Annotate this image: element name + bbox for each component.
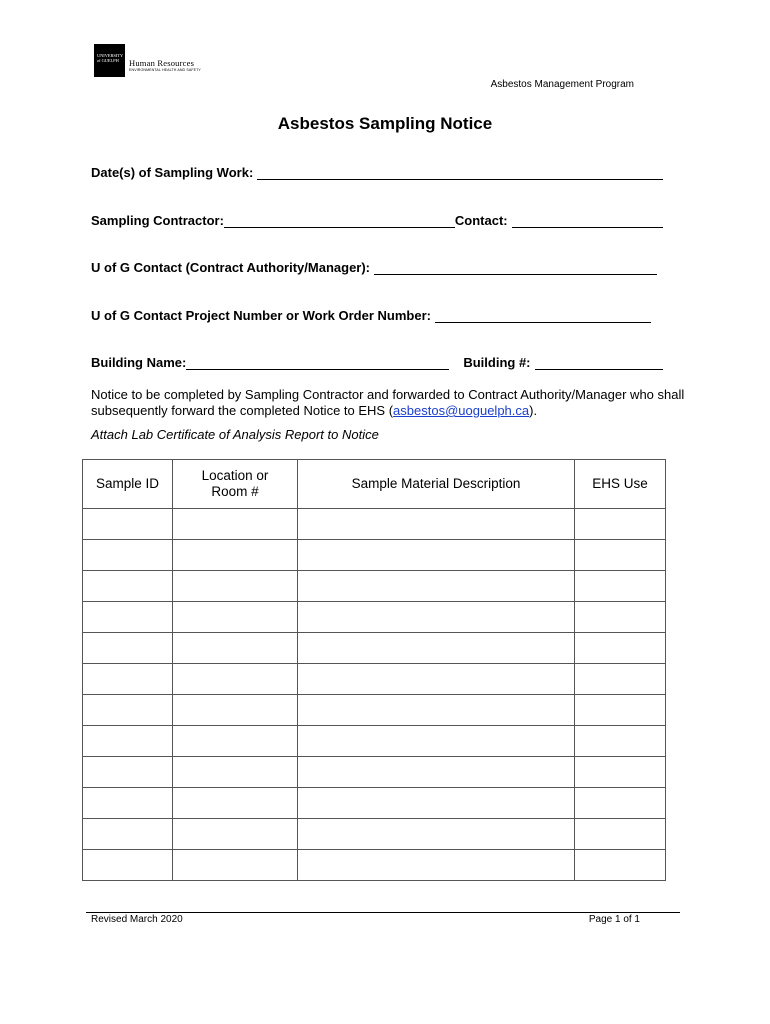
table-row xyxy=(83,757,666,788)
page-number: Page 1 of 1 xyxy=(588,914,640,925)
header-ehs-use: EHS Use xyxy=(575,460,666,509)
table-cell[interactable] xyxy=(298,850,575,881)
uog-contact-blank[interactable] xyxy=(374,261,657,275)
table-cell[interactable] xyxy=(83,571,173,602)
table-cell[interactable] xyxy=(298,540,575,571)
table-cell[interactable] xyxy=(173,726,298,757)
header-description: Sample Material Description xyxy=(298,460,575,509)
logo-subtitle: ENVIRONMENTAL HEALTH AND SAFETY xyxy=(129,68,201,72)
uog-contact-label: U of G Contact (Contract Authority/Manager): xyxy=(91,260,371,275)
table-cell[interactable] xyxy=(83,633,173,664)
table-cell[interactable] xyxy=(83,788,173,819)
table-cell[interactable] xyxy=(298,633,575,664)
table-cell[interactable] xyxy=(173,602,298,633)
table-row xyxy=(83,602,666,633)
table-cell[interactable] xyxy=(298,509,575,540)
table-cell[interactable] xyxy=(298,664,575,695)
contractor-label: Sampling Contractor: xyxy=(91,213,224,228)
dates-blank[interactable] xyxy=(257,166,663,180)
revision-date: Revised March 2020 xyxy=(91,914,183,925)
contractor-blank[interactable] xyxy=(224,214,455,228)
table-cell[interactable] xyxy=(298,726,575,757)
table-cell[interactable] xyxy=(575,664,666,695)
table-cell[interactable] xyxy=(83,850,173,881)
building-number-blank[interactable] xyxy=(535,356,663,370)
table-row xyxy=(83,664,666,695)
table-cell[interactable] xyxy=(83,695,173,726)
logo-mark: UNIVERSITY of GUELPH xyxy=(94,44,125,77)
table-cell[interactable] xyxy=(298,819,575,850)
table-cell[interactable] xyxy=(575,757,666,788)
table-cell[interactable] xyxy=(575,819,666,850)
table-row xyxy=(83,571,666,602)
table-cell[interactable] xyxy=(575,850,666,881)
table-cell[interactable] xyxy=(83,726,173,757)
table-cell[interactable] xyxy=(575,602,666,633)
building-number-label: Building #: xyxy=(463,355,531,370)
university-logo xyxy=(94,44,201,77)
building-name-label: Building Name: xyxy=(91,355,187,370)
table-cell[interactable] xyxy=(575,509,666,540)
contact-label: Contact: xyxy=(454,213,508,228)
footer-rule xyxy=(86,912,680,913)
notice-text: Notice to be completed by Sampling Contractor and forwarded to Contract Authority/Manager who shall subsequently forward the completed Notice to EHS (asbestos@uoguelph.ca). xyxy=(91,387,685,418)
table-cell[interactable] xyxy=(575,788,666,819)
attach-instruction: Attach Lab Certificate of Analysis Report to Notice xyxy=(91,427,379,442)
ehs-email-link[interactable]: asbestos@uoguelph.ca xyxy=(393,403,530,418)
project-number-field xyxy=(91,308,651,323)
table-row xyxy=(83,695,666,726)
table-cell[interactable] xyxy=(83,602,173,633)
logo-department: Human Resources xyxy=(129,58,195,68)
header-sample-id: Sample ID xyxy=(83,460,173,509)
table-cell[interactable] xyxy=(298,602,575,633)
table-row xyxy=(83,633,666,664)
table-cell[interactable] xyxy=(575,540,666,571)
table-cell[interactable] xyxy=(83,757,173,788)
table-cell[interactable] xyxy=(575,571,666,602)
table-row xyxy=(83,850,666,881)
table-cell[interactable] xyxy=(173,819,298,850)
building-name-blank[interactable] xyxy=(186,356,449,370)
table-cell[interactable] xyxy=(575,695,666,726)
project-number-label: U of G Contact Project Number or Work Order Number: xyxy=(91,308,431,323)
document-title: Asbestos Sampling Notice xyxy=(277,114,493,133)
table-cell[interactable] xyxy=(173,788,298,819)
dates-field xyxy=(91,165,663,180)
table-cell[interactable] xyxy=(173,757,298,788)
sample-table xyxy=(82,459,666,881)
dates-label: Date(s) of Sampling Work: xyxy=(91,165,254,180)
table-row xyxy=(83,540,666,571)
table-cell[interactable] xyxy=(83,819,173,850)
table-cell[interactable] xyxy=(83,664,173,695)
contact-blank[interactable] xyxy=(512,214,663,228)
table-cell[interactable] xyxy=(298,695,575,726)
table-cell[interactable] xyxy=(83,509,173,540)
table-row xyxy=(83,788,666,819)
table-cell[interactable] xyxy=(173,509,298,540)
table-cell[interactable] xyxy=(173,664,298,695)
contractor-field xyxy=(91,213,663,228)
table-cell[interactable] xyxy=(173,571,298,602)
table-cell[interactable] xyxy=(83,540,173,571)
table-cell[interactable] xyxy=(173,850,298,881)
table-cell[interactable] xyxy=(298,788,575,819)
project-number-blank[interactable] xyxy=(435,309,651,323)
table-row xyxy=(83,819,666,850)
table-cell[interactable] xyxy=(173,695,298,726)
uog-contact-field xyxy=(91,260,657,275)
table-cell[interactable] xyxy=(575,633,666,664)
building-field xyxy=(91,355,663,370)
table-cell[interactable] xyxy=(173,540,298,571)
table-row xyxy=(83,509,666,540)
program-name: Asbestos Management Program xyxy=(490,79,634,90)
header-location: Location or Room # xyxy=(173,460,298,509)
table-cell[interactable] xyxy=(575,726,666,757)
table-cell[interactable] xyxy=(298,757,575,788)
table-cell[interactable] xyxy=(298,571,575,602)
table-header-row xyxy=(83,460,666,509)
table-cell[interactable] xyxy=(173,633,298,664)
table-row xyxy=(83,726,666,757)
